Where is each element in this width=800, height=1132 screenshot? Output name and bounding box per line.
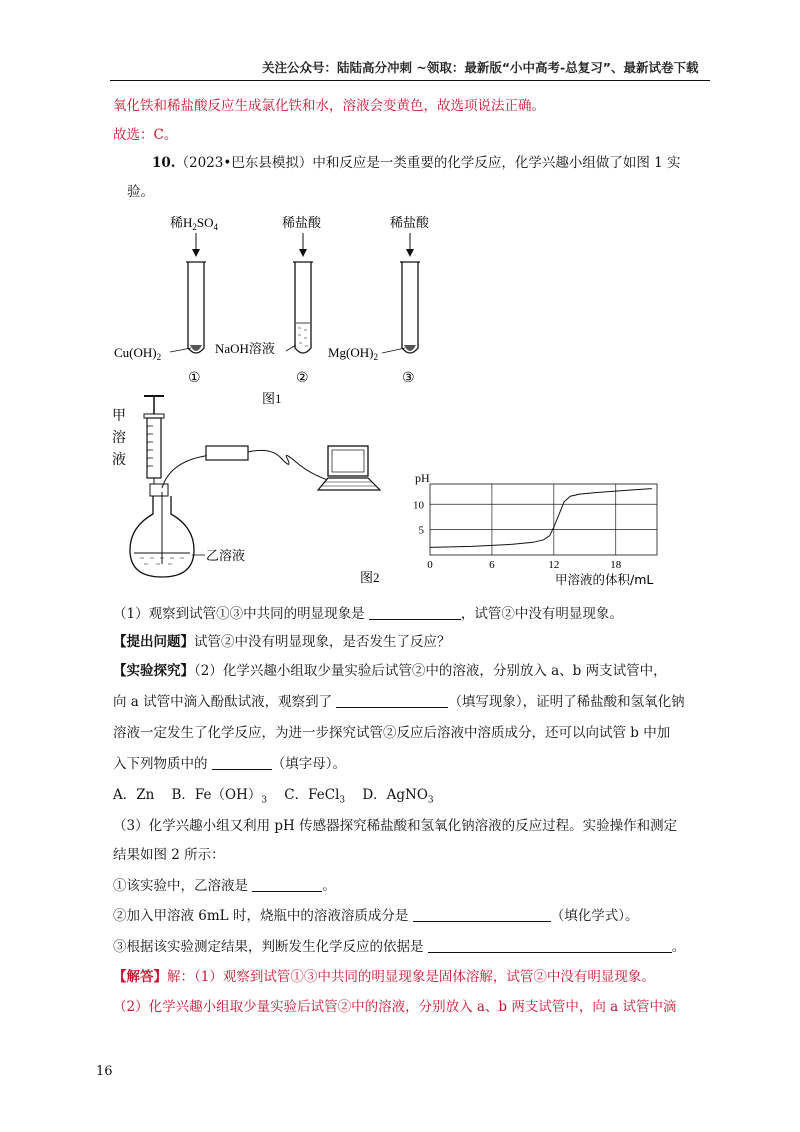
- q3-sub3-prefix: ③根据该实验测定结果，判断发生化学反应的依据是: [113, 939, 428, 955]
- option-a: A．Zn: [113, 787, 155, 803]
- q3-blank-1[interactable]: [252, 877, 322, 892]
- page-header: 关注公众号：陆陆高分冲刺 ~领取：最新版“小中高考-总复习”、最新试卷下载: [262, 60, 699, 75]
- explore-line2-suffix: （填写现象），证明了稀盐酸和氢氧化钠: [448, 694, 685, 710]
- chart-frame: [430, 484, 657, 555]
- x-tick-label: 18: [610, 559, 622, 571]
- answer-line1-text: 解：（1）观察到试管①③中共同的明显现象是固体溶解，试管②中没有明显现象。: [167, 969, 655, 985]
- reagent-1-label: 稀$H_2SO_4$: [170, 215, 219, 232]
- y-tick-label: 5: [418, 524, 424, 537]
- q1-line: [113, 603, 623, 625]
- test-tube-3: [382, 215, 430, 353]
- question-intro-text: （2023•巴东县模拟）中和反应是一类重要的化学反应，化学兴趣小组做了如图 1 实: [175, 155, 681, 171]
- q3-sub2-prefix: ②加入甲溶液 6mL 时，烧瓶中的溶液溶质成分是: [113, 908, 413, 924]
- option-c: C．FeCl$_3$: [284, 787, 346, 806]
- explore-line3: 溶液一定发生了化学反应，为进一步探究试管②反应后溶液中溶质成分，还可以向试管 b 中加: [113, 725, 671, 741]
- answer-tag: 【解答】: [113, 969, 167, 985]
- problem-tag: 【提出问题】: [113, 634, 194, 650]
- tube-2-number: ②: [296, 371, 309, 386]
- y-tick-label: 10: [413, 499, 424, 512]
- question-intro-cont: 验。: [127, 184, 154, 200]
- reagent-3-label: 稀盐酸: [390, 215, 430, 230]
- explore-tag: 【实验探究】: [113, 663, 194, 679]
- q3-blank-3[interactable]: [428, 938, 672, 953]
- flask-label: 乙溶液: [206, 549, 246, 564]
- explore-line2-prefix: 向 a 试管中滴入酚酞试液，观察到了: [113, 694, 337, 710]
- series-line-0: [430, 489, 652, 548]
- ph-chart: [405, 468, 675, 588]
- explore-line4: [113, 753, 346, 775]
- q3-sub1: [113, 875, 336, 897]
- figure-1-caption: 图1: [262, 391, 282, 405]
- chart-grid: [430, 484, 657, 555]
- figure-2-apparatus: [110, 392, 410, 587]
- problem-text: 试管②中没有明显现象，是否发生了反应？: [194, 634, 451, 650]
- x-tick-label: 0: [427, 559, 433, 571]
- figure-1-test-tubes: [110, 205, 450, 405]
- syringe-label-1: 甲: [112, 409, 126, 424]
- x-tick-label: 6: [489, 559, 495, 571]
- header-rule: [110, 80, 710, 81]
- figure-2-caption: 图2: [360, 570, 380, 585]
- q3-sub1-suffix: 。: [322, 878, 336, 894]
- q3-line1: （3）化学兴趣小组又利用 pH 传感器探究稀盐酸和氢氧化钠溶液的反应过程。实验操作和测定: [113, 818, 678, 834]
- option-b: B．$Fe(OH)_3$: [171, 787, 268, 806]
- explore-line1: [113, 660, 667, 682]
- q3-blank-2[interactable]: [413, 907, 551, 922]
- syringe-label-2: 溶: [112, 431, 126, 446]
- explore-blank-phenomenon[interactable]: [336, 693, 448, 708]
- explore-line4-suffix: （填字母）。: [271, 756, 347, 772]
- chart-axes: [430, 484, 657, 555]
- sensor-box: [206, 446, 248, 460]
- test-tube-2: [282, 215, 322, 353]
- solid-3-label: $Mg(OH)_2$: [328, 345, 378, 362]
- question-intro: [152, 152, 681, 174]
- q3-line2: 结果如图 2 所示：: [113, 847, 225, 863]
- q3-sub3-suffix: 。: [671, 939, 686, 955]
- syringe-label-3: 液: [112, 453, 126, 468]
- syringe: [144, 396, 164, 492]
- answer-line1: [113, 966, 655, 988]
- options-line: [113, 784, 434, 812]
- explore-blank-choice[interactable]: [212, 755, 272, 770]
- answer-line2: （2）化学兴趣小组取少量实验后试管②中的溶液，分别放入 a、b 两支试管中，向 a 试管中滴: [113, 999, 677, 1015]
- x-tick-label: 12: [548, 559, 560, 571]
- q1-suffix: ，试管②中没有明显现象。: [460, 606, 623, 622]
- q3-sub2-suffix: （填化学式）。: [550, 908, 639, 924]
- explore-line4-prefix: 入下列物质中的: [113, 756, 212, 772]
- prev-answer-line1: 氧化铁和稀盐酸反应生成氯化铁和水，溶液会变黄色，故选项说法正确。: [113, 98, 545, 114]
- tube-3-number: ③: [402, 371, 415, 386]
- q1-prefix: （1）观察到试管①③中共同的明显现象是: [113, 606, 369, 622]
- tube-1-number: ①: [188, 371, 201, 386]
- q1-blank[interactable]: [369, 605, 461, 620]
- q3-sub1-prefix: ①该实验中，乙溶液是: [113, 878, 253, 894]
- solid-1-label: $Cu(OH)_2$: [114, 345, 162, 362]
- q3-sub2: [113, 905, 638, 927]
- explore-line2: [113, 691, 685, 713]
- problem-line: [113, 631, 451, 653]
- page-number: 16: [96, 1064, 113, 1079]
- chart-xlabel: 甲溶液的体积/mL: [555, 572, 654, 587]
- chart-ylabel: pH: [415, 471, 430, 485]
- reagent-2-label: 稀盐酸: [282, 215, 322, 230]
- test-tube-1: [170, 215, 219, 353]
- prev-answer-line2: 故选：C。: [113, 127, 178, 143]
- solution-2-label: NaOH溶液: [215, 341, 275, 356]
- chart-ticks: [413, 499, 622, 571]
- explore-line1-text: （2）化学兴趣小组取少量实验后试管②中的溶液，分别放入 a、b 两支试管中，: [194, 663, 667, 679]
- chart-series: [430, 489, 652, 548]
- option-d: D．AgNO$_3$: [362, 787, 434, 806]
- q3-sub3: [113, 936, 685, 958]
- question-number: 10.: [152, 155, 176, 171]
- flask: [130, 484, 205, 577]
- laptop-icon: [318, 446, 380, 490]
